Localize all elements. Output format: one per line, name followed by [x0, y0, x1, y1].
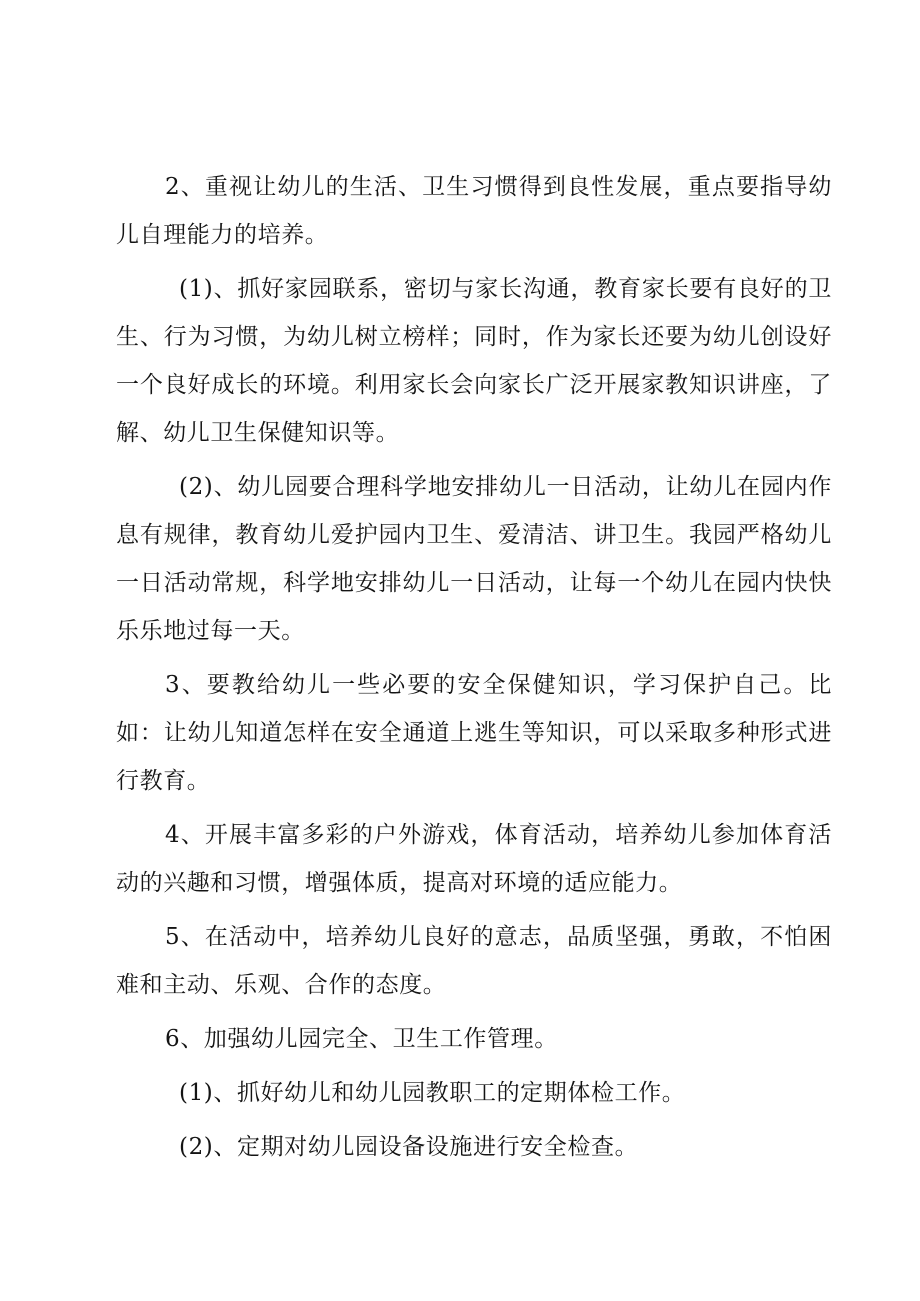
paragraph-item-5: 5、在活动中，培养幼儿良好的意志，品质坚强，勇敢，不怕困难和主动、乐观、合作的态度。 [116, 924, 832, 998]
paragraph-item-6: 6、加强幼儿园完全、卫生工作管理。 [165, 1026, 558, 1052]
paragraph-item-4: 4、开展丰富多彩的户外游戏，体育活动，培养幼儿参加体育活动的兴趣和习惯，增强体质，提高对环境的适应能力。 [116, 822, 832, 896]
paragraph-subitem-6-1: (1)、抓好幼儿和幼儿园教职工的定期体检工作。 [179, 1080, 686, 1106]
paragraph-item-2: 2、重视让幼儿的生活、卫生习惯得到良性发展，重点要指导幼儿自理能力的培养。 [116, 174, 832, 248]
document-body [116, 163, 832, 1171]
paragraph-subitem-6-2: (2)、定期对幼儿园设备设施进行安全检查。 [179, 1134, 639, 1160]
paragraph-item-3: 3、要教给幼儿一些必要的安全保健知识，学习保护自己。比如：让幼儿知道怎样在安全通道上逃生等知识，可以采取多种形式进行教育。 [116, 672, 832, 794]
paragraph-subitem-2-2: (2)、幼儿园要合理科学地安排幼儿一日活动，让幼儿在园内作息有规律，教育幼儿爱护园内卫生、爱清洁、讲卫生。我园严格幼儿一日活动常规，科学地安排幼儿一日活动，让每一个幼儿在园内快快乐乐地过每一天。 [116, 474, 832, 644]
paragraph-subitem-2-1: (1)、抓好家园联系，密切与家长沟通，教育家长要有良好的卫生、行为习惯，为幼儿树立榜样；同时，作为家长还要为幼儿创设好一个良好成长的环境。利用家长会向家长广泛开展家教知识讲座，了解、幼儿卫生保健知识等。 [116, 276, 832, 446]
